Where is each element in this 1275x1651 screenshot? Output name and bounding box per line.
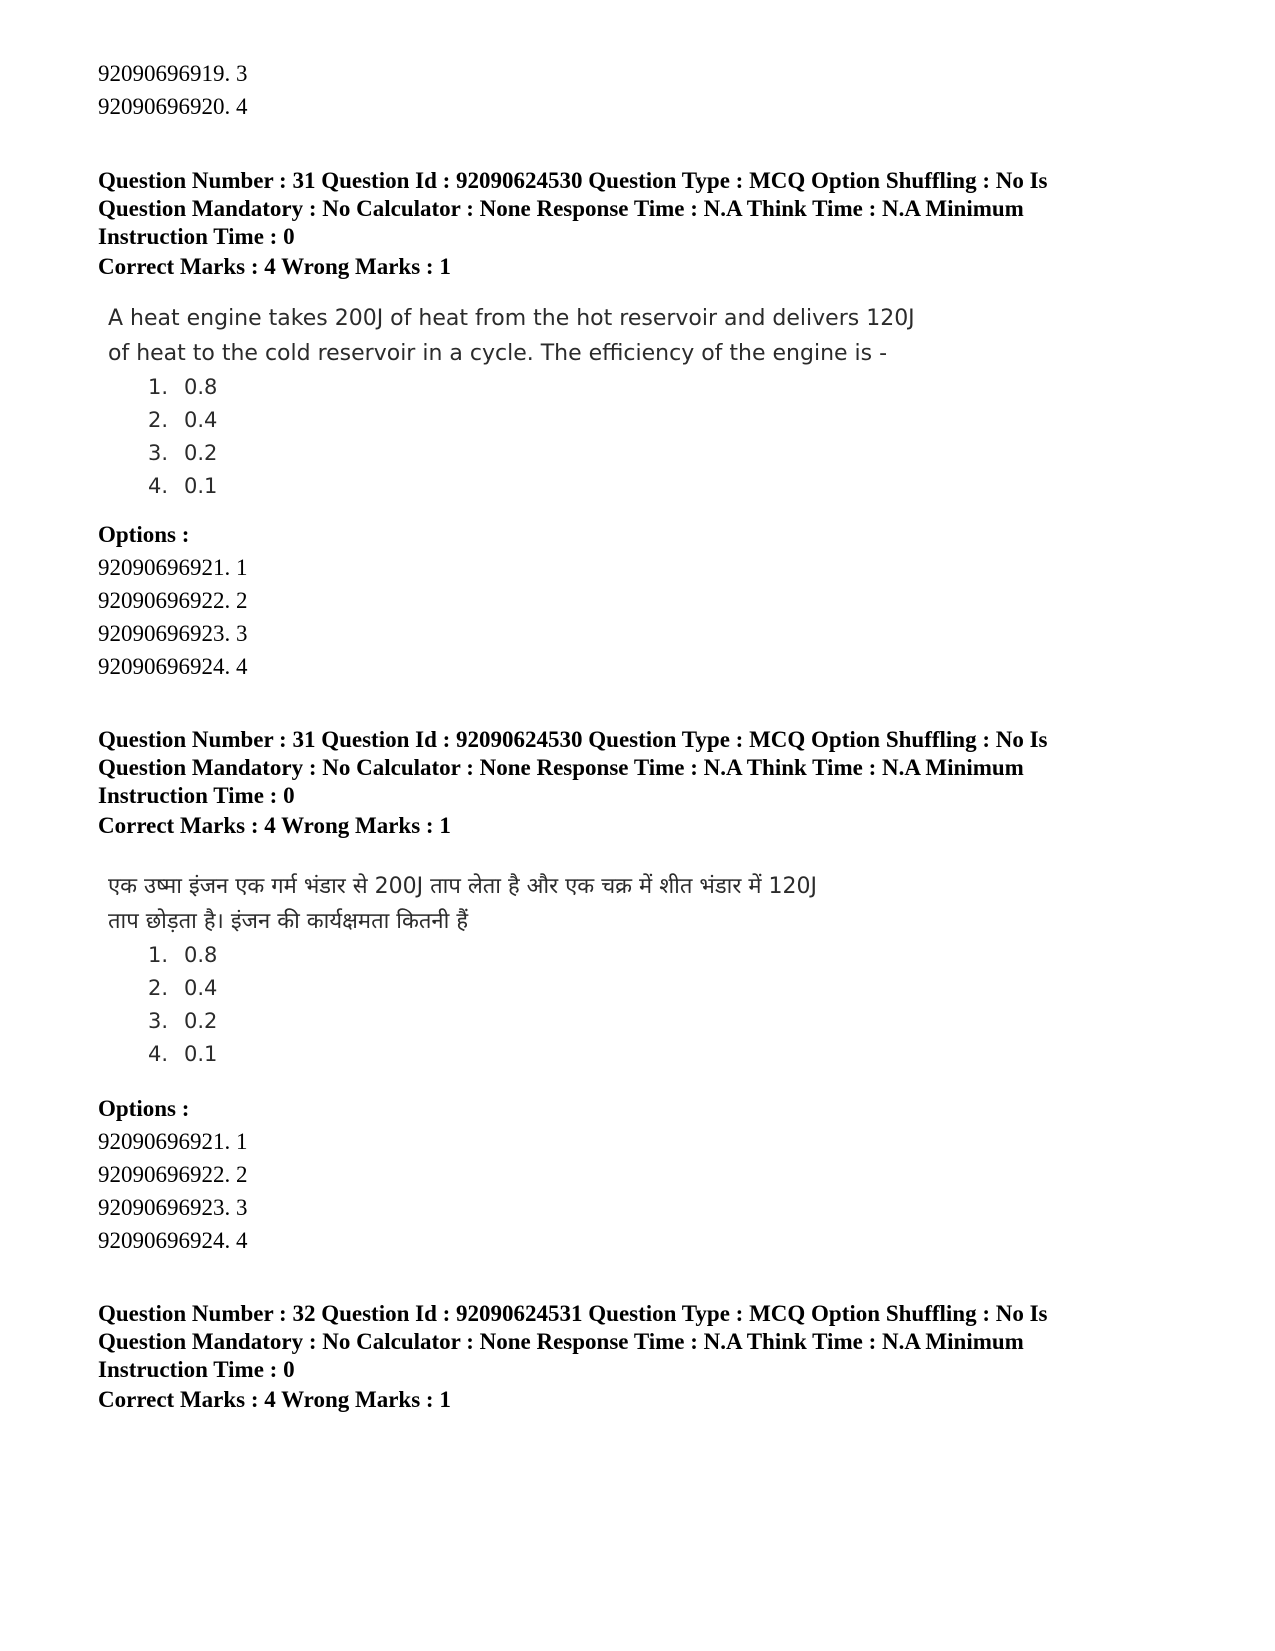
choice-list [108, 371, 915, 503]
marks-line: Correct Marks : 4 Wrong Marks : 1 [98, 254, 451, 279]
choice-item [148, 404, 915, 437]
question-text-line: of heat to the cold reservoir in a cycle. The efficiency of the engine is - [108, 341, 888, 366]
options-label: Options : [98, 522, 190, 547]
option-line: 92090696919. 3 [98, 61, 248, 86]
question-meta-line: Instruction Time : 0 [98, 224, 295, 249]
choice-text: 0.1 [184, 474, 218, 498]
question-meta-line: Instruction Time : 0 [98, 783, 295, 808]
choice-text: 0.8 [184, 943, 218, 967]
question-meta [98, 167, 1188, 251]
option-line: 92090696924. 4 [98, 1228, 248, 1253]
choice-item [148, 470, 915, 503]
question-meta-line: Question Mandatory : No Calculator : None Response Time : N.A Think Time : N.A Minimum [98, 755, 1024, 780]
question-text-line: ताप छोड़ता है। इंजन की कार्यक्षमता कितनी हैं [108, 909, 469, 934]
choice-text: 0.2 [184, 1009, 218, 1033]
choice-number: 1. [148, 943, 169, 967]
choice-text: 0.4 [184, 976, 218, 1000]
question-meta-line: Question Number : 31 Question Id : 92090624530 Question Type : MCQ Option Shuffling : No Is [98, 727, 1048, 752]
option-line: 92090696923. 3 [98, 1195, 248, 1220]
option-line: 92090696921. 1 [98, 555, 248, 580]
marks-line: Correct Marks : 4 Wrong Marks : 1 [98, 813, 451, 838]
choice-item [148, 972, 817, 1005]
choice-number: 2. [148, 976, 169, 1000]
choice-number: 3. [148, 1009, 169, 1033]
choice-item [148, 1038, 817, 1071]
question-text-line: एक उष्मा इंजन एक गर्म भंडार से 200J ताप लेता है और एक चक्र में शीत भंडार में 120J [108, 874, 817, 899]
choice-text: 0.4 [184, 408, 218, 432]
question-image [108, 301, 915, 503]
choice-number: 1. [148, 375, 169, 399]
choice-item [148, 437, 915, 470]
question-meta-line: Question Mandatory : No Calculator : None Response Time : N.A Think Time : N.A Minimum [98, 196, 1024, 221]
option-line: 92090696922. 2 [98, 1162, 248, 1187]
question-meta-line: Question Number : 31 Question Id : 92090624530 Question Type : MCQ Option Shuffling : No Is [98, 168, 1048, 193]
choice-list [108, 939, 817, 1071]
choice-number: 2. [148, 408, 169, 432]
question-text-line: A heat engine takes 200J of heat from the hot reservoir and delivers 120J [108, 306, 915, 331]
option-line: 92090696921. 1 [98, 1129, 248, 1154]
option-line: 92090696922. 2 [98, 588, 248, 613]
question-image [108, 869, 817, 1071]
question-meta-line: Question Mandatory : No Calculator : None Response Time : N.A Think Time : N.A Minimum [98, 1329, 1024, 1354]
choice-text: 0.8 [184, 375, 218, 399]
question-meta [98, 1300, 1188, 1384]
choice-number: 4. [148, 474, 169, 498]
option-line: 92090696920. 4 [98, 94, 248, 119]
question-meta [98, 726, 1188, 810]
choice-text: 0.2 [184, 441, 218, 465]
question-meta-line: Instruction Time : 0 [98, 1357, 295, 1382]
choice-number: 4. [148, 1042, 169, 1066]
choice-item [148, 371, 915, 404]
choice-item [148, 1005, 817, 1038]
choice-text: 0.1 [184, 1042, 218, 1066]
option-line: 92090696924. 4 [98, 654, 248, 679]
choice-item [148, 939, 817, 972]
options-label: Options : [98, 1096, 190, 1121]
marks-line: Correct Marks : 4 Wrong Marks : 1 [98, 1387, 451, 1412]
choice-number: 3. [148, 441, 169, 465]
option-line: 92090696923. 3 [98, 621, 248, 646]
question-meta-line: Question Number : 32 Question Id : 92090624531 Question Type : MCQ Option Shuffling : No Is [98, 1301, 1048, 1326]
